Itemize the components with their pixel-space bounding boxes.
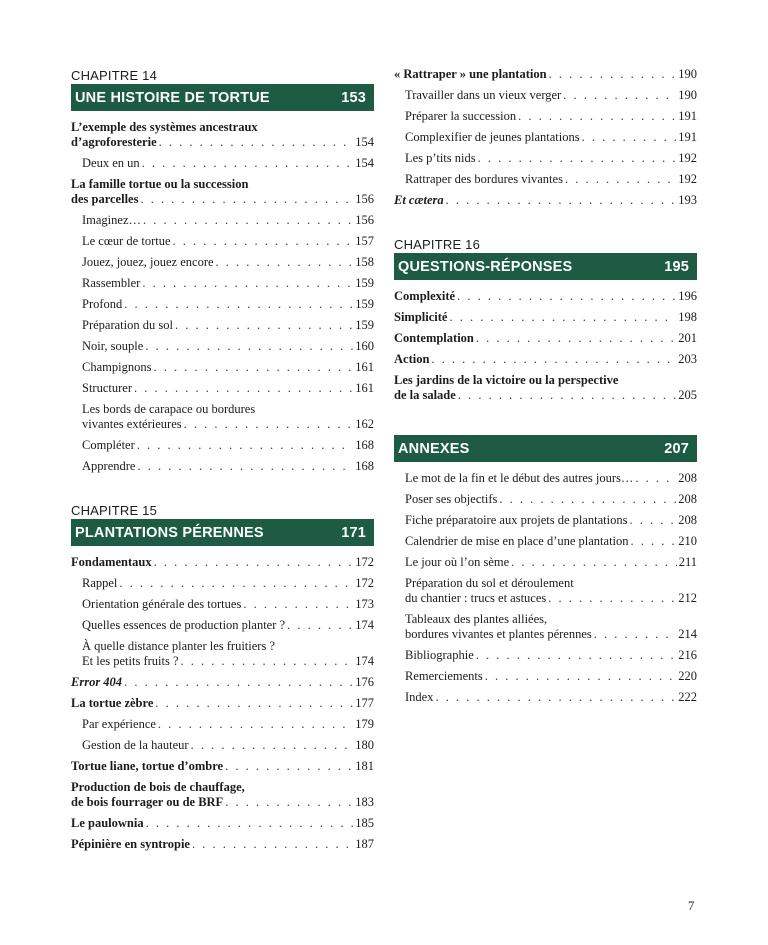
toc-entry-page: 210 [678, 534, 697, 548]
toc-entry-row [405, 627, 697, 642]
toc-entry-title: Fiche préparatoire aux projets de plantations [405, 513, 628, 527]
toc-entry-row [82, 654, 374, 669]
toc-entry-title: Apprendre [82, 459, 136, 473]
toc-entry-row [71, 135, 374, 150]
toc-entry[interactable] [71, 759, 374, 774]
toc-entry-title: Champignons [82, 360, 152, 374]
toc-entry-title-line: L’exemple des systèmes ancestraux [71, 120, 258, 134]
dot-leader [181, 654, 354, 669]
toc-entry-row [82, 339, 374, 354]
chapter-14-title: UNE HISTOIRE DE TORTUE [75, 89, 270, 106]
toc-entry-title: d’agroforesterie [71, 135, 157, 149]
dot-leader [630, 513, 677, 528]
toc-entry[interactable] [394, 88, 697, 103]
dot-leader [499, 492, 676, 507]
toc-entry-row [71, 192, 374, 207]
toc-entry[interactable] [394, 534, 697, 549]
toc-entry[interactable] [71, 438, 374, 453]
toc-entry[interactable] [394, 172, 697, 187]
toc-entry-title: Quelles essences de production planter ? [82, 618, 286, 632]
dot-leader [485, 669, 677, 684]
toc-entry-page: 185 [355, 816, 374, 830]
toc-entry-page: 159 [355, 276, 374, 290]
toc-entry[interactable] [71, 402, 374, 432]
toc-entry-row [405, 690, 697, 705]
dot-leader [225, 795, 353, 810]
toc-entry-page: 203 [678, 352, 697, 366]
toc-entry-page: 208 [678, 492, 697, 506]
toc-entry[interactable] [71, 675, 374, 690]
toc-entry-title: Gestion de la hauteur [82, 738, 189, 752]
toc-entry[interactable] [394, 310, 697, 325]
toc-entry-page: 208 [678, 471, 697, 485]
dot-leader [143, 213, 353, 228]
toc-entry-title: Noir, souple [82, 339, 144, 353]
dot-leader [549, 67, 677, 82]
toc-entry-title: Préparer la succession [405, 109, 517, 123]
dot-leader [146, 816, 354, 831]
dot-leader [458, 388, 676, 403]
toc-entry-row [405, 669, 697, 684]
toc-entry-page: 192 [678, 172, 697, 186]
chapter-16-label: CHAPITRE 16 [394, 237, 481, 252]
toc-entry-title: Action [394, 352, 430, 366]
chapter-14-header [71, 84, 374, 111]
dot-leader [631, 534, 677, 549]
dot-leader [635, 471, 676, 486]
dot-leader [449, 310, 676, 325]
toc-entry[interactable] [71, 816, 374, 831]
toc-entry-page: 193 [678, 193, 697, 207]
toc-entry-page: 183 [355, 795, 374, 809]
toc-entry-page: 172 [355, 555, 374, 569]
dot-leader [140, 192, 353, 207]
dot-leader [518, 109, 676, 124]
toc-entry-row [394, 193, 697, 208]
toc-entry-title: Compléter [82, 438, 135, 452]
toc-entry-page: 173 [355, 597, 374, 611]
toc-entry-page: 190 [678, 88, 697, 102]
toc-entry-page: 196 [678, 289, 697, 303]
toc-entry-row [394, 310, 697, 325]
dot-leader [142, 276, 353, 291]
toc-entry[interactable] [71, 213, 374, 228]
toc-entry[interactable] [394, 612, 697, 642]
toc-entry[interactable] [394, 151, 697, 166]
dot-leader [511, 555, 677, 570]
toc-entry-row [405, 648, 697, 663]
toc-right-column [394, 67, 697, 711]
dot-leader [175, 318, 353, 333]
toc-entry-row [405, 471, 697, 486]
toc-entry-row [405, 88, 697, 103]
toc-entry-page: 211 [678, 555, 697, 569]
dot-leader [192, 837, 353, 852]
toc-left-column [71, 67, 374, 858]
dot-leader [225, 759, 353, 774]
toc-entry-page: 168 [355, 438, 374, 452]
dot-leader [184, 417, 354, 432]
toc-entry[interactable] [71, 339, 374, 354]
toc-entry-page: 158 [355, 255, 374, 269]
toc-entry[interactable] [71, 597, 374, 612]
toc-entry[interactable] [71, 576, 374, 591]
toc-entry-title: Deux en un [82, 156, 140, 170]
dot-leader [153, 360, 353, 375]
toc-entry[interactable] [394, 331, 697, 346]
toc-entry-title: Rappel [82, 576, 118, 590]
annexes-page: 207 [664, 440, 689, 457]
toc-entry-title: des parcelles [71, 192, 139, 206]
toc-entry-page: 181 [355, 759, 374, 773]
toc-entry-title-line: Préparation du sol et déroulement [405, 576, 574, 590]
toc-entry-title: Structurer [82, 381, 132, 395]
toc-entry[interactable] [71, 738, 374, 753]
toc-entry-row [82, 438, 374, 453]
toc-entry-page: 154 [355, 135, 374, 149]
toc-entry-row [394, 331, 697, 346]
toc-entry-page: 198 [678, 310, 697, 324]
toc-entry-row [405, 109, 697, 124]
toc-entry-row [82, 360, 374, 375]
dot-leader [173, 234, 354, 249]
toc-entry-title: Rassembler [82, 276, 141, 290]
toc-entry-row [82, 255, 374, 270]
dot-leader [124, 297, 353, 312]
chapter-16-page: 195 [664, 258, 689, 275]
chapter-16-entries [394, 289, 697, 403]
toc-entry-row [82, 381, 374, 396]
toc-entry-title: Fondamentaux [71, 555, 152, 569]
toc-entry[interactable] [71, 459, 374, 474]
toc-entry[interactable] [71, 234, 374, 249]
toc-entry[interactable] [71, 780, 374, 810]
toc-entry-row [82, 318, 374, 333]
toc-entry-title: Remerciements [405, 669, 483, 683]
toc-entry-page: 168 [355, 459, 374, 473]
toc-entry-page: 176 [355, 675, 374, 689]
toc-entry-title: de la salade [394, 388, 456, 402]
toc-entry[interactable] [394, 289, 697, 304]
toc-entry-title: Contemplation [394, 331, 474, 345]
toc-entry-page: 177 [355, 696, 374, 710]
toc-entry-title-line: Production de bois de chauffage, [71, 780, 245, 794]
toc-entry-title: La tortue zèbre [71, 696, 154, 710]
toc-entry-row [71, 795, 374, 810]
dot-leader [191, 738, 354, 753]
toc-entry-title: Préparation du sol [82, 318, 173, 332]
toc-entry[interactable] [71, 717, 374, 732]
dot-leader [154, 555, 354, 570]
toc-entry[interactable] [71, 555, 374, 570]
toc-entry-title: Le jour où l’on sème [405, 555, 510, 569]
toc-entry-title: Profond [82, 297, 123, 311]
toc-entry-title: Le paulownia [71, 816, 144, 830]
toc-entry-row [82, 276, 374, 291]
toc-entry-title: Rattraper des bordures vivantes [405, 172, 563, 186]
toc-entry-title: Index [405, 690, 434, 704]
toc-entry-row [82, 576, 374, 591]
toc-entry-title: Complexité [394, 289, 456, 303]
dot-leader [565, 172, 676, 187]
toc-entry-page: 192 [678, 151, 697, 165]
toc-entry-title: de bois fourrager ou de BRF [71, 795, 224, 809]
dot-leader [582, 130, 677, 145]
toc-entry-title: vivantes extérieures [82, 417, 182, 431]
toc-entry-page: 159 [355, 318, 374, 332]
toc-entry-row [82, 738, 374, 753]
dot-leader [548, 591, 676, 606]
toc-entry[interactable] [394, 373, 697, 403]
annexes-header [394, 435, 697, 462]
toc-entry[interactable] [394, 193, 697, 208]
toc-entry-page: 216 [678, 648, 697, 662]
toc-entry-row [82, 597, 374, 612]
toc-entry-row [405, 555, 697, 570]
toc-entry[interactable] [394, 648, 697, 663]
toc-entry-title: Orientation générale des tortues [82, 597, 242, 611]
toc-entry[interactable] [71, 318, 374, 333]
toc-entry-page: 191 [678, 109, 697, 123]
toc-entry-title: bordures vivantes et plantes pérennes [405, 627, 592, 641]
toc-entry-title: Poser ses objectifs [405, 492, 498, 506]
toc-entry-page: 162 [355, 417, 374, 431]
toc-entry[interactable] [394, 67, 697, 82]
toc-entry-page: 159 [355, 297, 374, 311]
dot-leader [155, 696, 353, 711]
toc-entry[interactable] [71, 618, 374, 633]
toc-entry-title: Imaginez… [82, 213, 142, 227]
toc-entry-row [405, 130, 697, 145]
dot-leader [158, 717, 353, 732]
toc-entry-page: 160 [355, 339, 374, 353]
toc-entry-row [405, 591, 697, 606]
chapter-15-label: CHAPITRE 15 [71, 503, 158, 518]
toc-entry-page: 154 [355, 156, 374, 170]
toc-entry-title: Simplicité [394, 310, 448, 324]
toc-entry-page: 156 [355, 192, 374, 206]
toc-entry-title-line: La famille tortue ou la succession [71, 177, 249, 191]
dot-leader [594, 627, 677, 642]
toc-entry-row [82, 213, 374, 228]
toc-entry-page: 157 [355, 234, 374, 248]
toc-entry-page: 174 [355, 654, 374, 668]
dot-leader [145, 339, 353, 354]
toc-entry[interactable] [71, 255, 374, 270]
dot-leader [134, 381, 353, 396]
chapter-16-header [394, 253, 697, 280]
toc-entry[interactable] [71, 360, 374, 375]
toc-entry-title: Complexifier de jeunes plantations [405, 130, 580, 144]
toc-entry[interactable] [71, 156, 374, 171]
dot-leader [119, 576, 353, 591]
page-number: 7 [688, 899, 695, 913]
toc-entry-row [394, 352, 697, 367]
toc-entry-row [405, 492, 697, 507]
toc-entry[interactable] [394, 576, 697, 606]
toc-entry-row [71, 555, 374, 570]
dot-leader [435, 690, 676, 705]
chapter-16-title: QUESTIONS-RÉPONSES [398, 258, 573, 275]
toc-entry-page: 222 [678, 690, 697, 704]
toc-entry-row [82, 717, 374, 732]
toc-entry-row [394, 289, 697, 304]
toc-entry-title-line: Les bords de carapace ou bordures [82, 402, 256, 416]
toc-entry-row [82, 459, 374, 474]
dot-leader [457, 289, 676, 304]
toc-entry-page: 161 [355, 360, 374, 374]
annexes-title: ANNEXES [398, 440, 470, 457]
toc-entry-page: 220 [678, 669, 697, 683]
toc-entry-page: 214 [678, 627, 697, 641]
chapter-14-entries [71, 120, 374, 474]
toc-entry[interactable] [394, 492, 697, 507]
toc-entry-title: Les p’tits nids [405, 151, 476, 165]
toc-entry-title: Le cœur de tortue [82, 234, 171, 248]
chapter-14-label: CHAPITRE 14 [71, 68, 158, 83]
toc-entry-title: Jouez, jouez, jouez encore [82, 255, 214, 269]
toc-entry[interactable] [394, 352, 697, 367]
toc-entry[interactable] [71, 276, 374, 291]
toc-entry[interactable] [71, 297, 374, 312]
toc-entry[interactable] [394, 555, 697, 570]
toc-entry-row [82, 234, 374, 249]
toc-entry[interactable] [394, 109, 697, 124]
toc-entry-row [71, 696, 374, 711]
toc-entry-page: 208 [678, 513, 697, 527]
dot-leader [287, 618, 353, 633]
toc-entry-row [71, 675, 374, 690]
toc-entry-page: 190 [678, 67, 697, 81]
toc-entry-title: Pépinière en syntropie [71, 837, 190, 851]
toc-entry-title: Travailler dans un vieux verger [405, 88, 562, 102]
toc-entry-page: 205 [678, 388, 697, 402]
toc-entry-page: 179 [355, 717, 374, 731]
dot-leader [142, 156, 354, 171]
toc-entry-row [394, 67, 697, 82]
toc-entry-title: Error 404 [71, 675, 123, 689]
toc-entry-page: 172 [355, 576, 374, 590]
toc-entry-title: Par expérience [82, 717, 156, 731]
chapter-15-page: 171 [341, 524, 366, 541]
toc-entry[interactable] [71, 177, 374, 207]
toc-entry-page: 180 [355, 738, 374, 752]
annexes-entries [394, 471, 697, 705]
toc-entry-title: du chantier : trucs et astuces [405, 591, 547, 605]
toc-entry-title-line: À quelle distance planter les fruitiers ? [82, 639, 275, 653]
chapter-15-title: PLANTATIONS PÉRENNES [75, 524, 264, 541]
dot-leader [431, 352, 676, 367]
chapter-15-entries [71, 555, 374, 852]
toc-entry-row [71, 837, 374, 852]
chapter-15-continued-entries [394, 67, 697, 208]
toc-entry-row [405, 534, 697, 549]
toc-entry-row [394, 388, 697, 403]
toc-entry-row [405, 513, 697, 528]
toc-entry-page: 161 [355, 381, 374, 395]
chapter-14-page: 153 [341, 89, 366, 106]
toc-entry-title-line: Les jardins de la victoire ou la perspective [394, 373, 619, 387]
toc-entry-page: 174 [355, 618, 374, 632]
dot-leader [216, 255, 354, 270]
toc-entry-row [405, 172, 697, 187]
toc-entry[interactable] [71, 639, 374, 669]
toc-entry-page: 187 [355, 837, 374, 851]
toc-entry-title: Tortue liane, tortue d’ombre [71, 759, 224, 773]
toc-entry-row [71, 816, 374, 831]
toc-entry[interactable] [71, 381, 374, 396]
toc-entry-page: 212 [678, 591, 697, 605]
dot-leader [243, 597, 353, 612]
toc-entry[interactable] [71, 696, 374, 711]
toc-entry-title: Calendrier de mise en place d’une plantation [405, 534, 629, 548]
dot-leader [476, 331, 676, 346]
dot-leader [446, 193, 677, 208]
toc-entry[interactable] [394, 513, 697, 528]
toc-entry[interactable] [394, 669, 697, 684]
toc-entry-title: Et cætera [394, 193, 444, 207]
toc-entry-row [82, 156, 374, 171]
toc-entry[interactable] [71, 837, 374, 852]
toc-entry[interactable] [394, 130, 697, 145]
toc-entry[interactable] [71, 120, 374, 150]
toc-entry-title: Et les petits fruits ? [82, 654, 179, 668]
toc-entry-title: « Rattraper » une plantation [394, 67, 547, 81]
dot-leader [137, 438, 353, 453]
toc-entry-page: 156 [355, 213, 374, 227]
toc-entry-title: Le mot de la fin et le début des autres jours… [405, 471, 634, 485]
toc-entry-page: 191 [678, 130, 697, 144]
toc-entry-page: 201 [678, 331, 697, 345]
toc-entry[interactable] [394, 471, 697, 486]
toc-entry-row [405, 151, 697, 166]
toc-entry-row [71, 759, 374, 774]
dot-leader [563, 88, 676, 103]
dot-leader [124, 675, 353, 690]
dot-leader [478, 151, 677, 166]
dot-leader [159, 135, 354, 150]
dot-leader [137, 459, 353, 474]
toc-entry[interactable] [394, 690, 697, 705]
toc-entry-title: Bibliographie [405, 648, 474, 662]
toc-entry-title-line: Tableaux des plantes alliées, [405, 612, 548, 626]
toc-entry-row [82, 618, 374, 633]
toc-entry-row [82, 297, 374, 312]
dot-leader [476, 648, 677, 663]
toc-entry-row [82, 417, 374, 432]
chapter-15-header [71, 519, 374, 546]
